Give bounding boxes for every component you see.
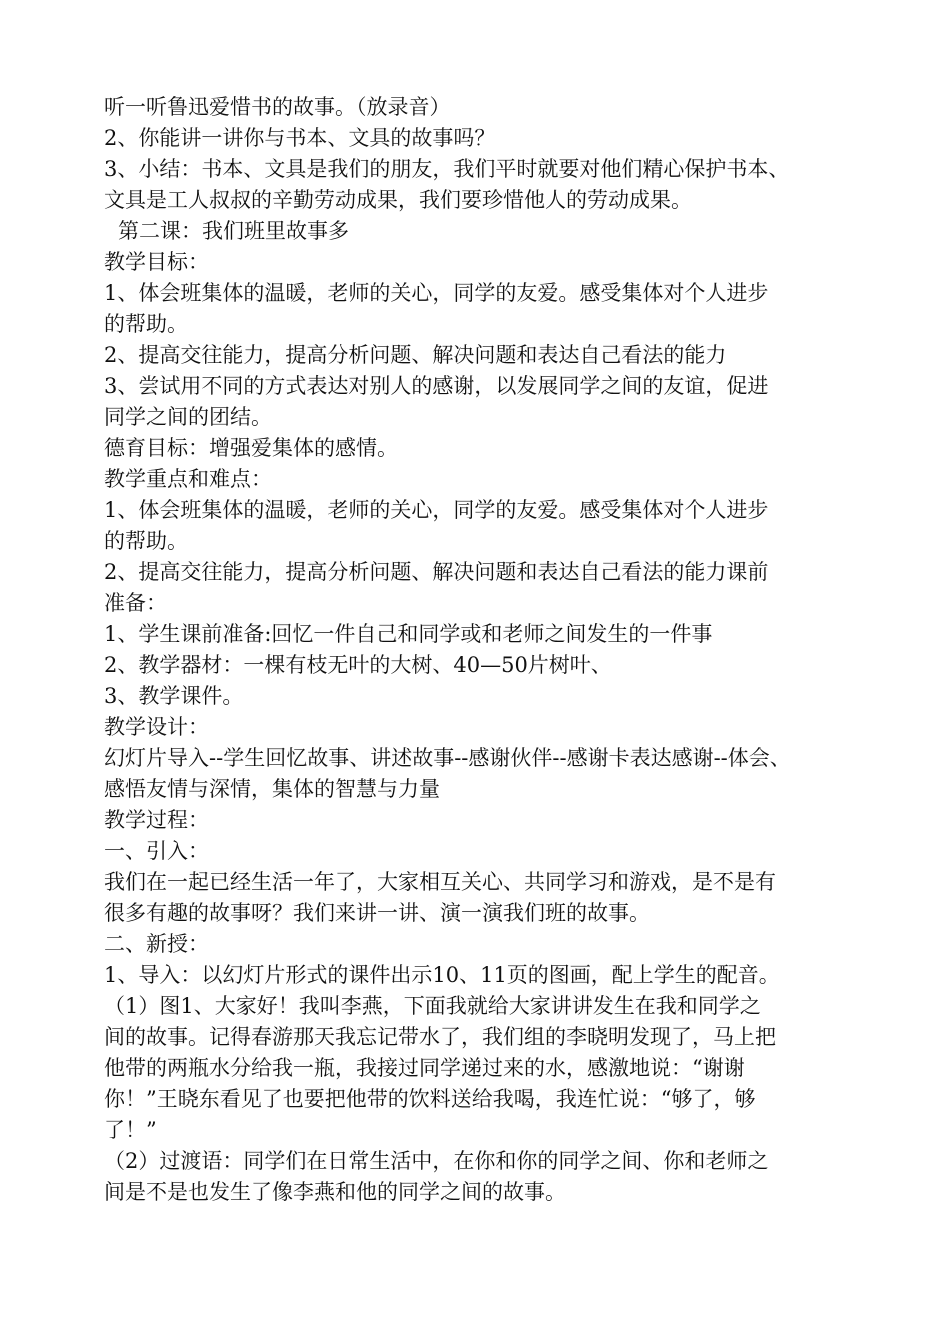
text-line: 感悟友情与深情，集体的智慧与力量	[104, 777, 440, 801]
text-line: 很多有趣的故事呀？我们来讲一讲、演一演我们班的故事。	[104, 901, 650, 925]
text-line: 同学之间的团结。	[104, 405, 272, 429]
section-heading: 一、引入：	[104, 839, 209, 863]
text-line: 他带的两瓶水分给我一瓶，我接过同学递过来的水，感激地说：“谢谢	[104, 1056, 745, 1080]
text-line: 的帮助。	[104, 529, 188, 553]
text-line: 3、尝试用不同的方式表达对别人的感谢，以发展同学之间的友谊，促进	[104, 374, 769, 398]
text-line: 准备：	[104, 591, 167, 615]
text-line: 2、提高交往能力，提高分析问题、解决问题和表达自己看法的能力课前	[104, 560, 769, 584]
text-line: 的帮助。	[104, 312, 188, 336]
text-line: 幻灯片导入--学生回忆故事、讲述故事--感谢伙伴--感谢卡表达感谢--体会、	[104, 746, 791, 770]
text-line: 了！”	[104, 1118, 157, 1142]
text-line: 听一听鲁迅爱惜书的故事。（放录音）	[104, 95, 451, 119]
text-line: 德育目标：增强爱集体的感情。	[104, 436, 398, 460]
section-heading: 教学设计：	[104, 715, 209, 739]
text-line: 2、你能讲一讲你与书本、文具的故事吗？	[104, 126, 496, 150]
text-line: 1、体会班集体的温暖，老师的关心，同学的友爱。感受集体对个人进步	[104, 498, 769, 522]
text-line: 3、小结：书本、文具是我们的朋友，我们平时就要对他们精心保护书本、	[104, 157, 790, 181]
section-heading: 二、新授：	[104, 932, 209, 956]
text-line: （1）图1、大家好！我叫李燕，下面我就给大家讲讲发生在我和同学之	[104, 994, 761, 1018]
text-line: 间的故事。记得春游那天我忘记带水了，我们组的李晓明发现了，马上把	[104, 1025, 776, 1049]
document-body	[104, 92, 864, 1208]
section-heading: 教学重点和难点：	[104, 467, 272, 491]
text-line: 我们在一起已经生活一年了，大家相互关心、共同学习和游戏，是不是有	[104, 870, 776, 894]
text-line: 你！”王晓东看见了也要把他带的饮料送给我喝，我连忙说：“够了，够	[104, 1087, 756, 1111]
text-line: 文具是工人叔叔的辛勤劳动成果，我们要珍惜他人的劳动成果。	[104, 188, 692, 212]
text-line: （2）过渡语：同学们在日常生活中，在你和你的同学之间、你和老师之	[104, 1149, 769, 1173]
text-line: 1、导入：以幻灯片形式的课件出示10、11页的图画，配上学生的配音。	[104, 963, 780, 987]
lesson-title: 第二课：我们班里故事多	[118, 219, 349, 243]
text-line: 2、教学器材：一棵有枝无叶的大树、40—50片树叶、	[104, 653, 612, 677]
section-heading: 教学过程：	[104, 808, 209, 832]
text-line: 1、学生课前准备:回忆一件自己和同学或和老师之间发生的一件事	[104, 622, 713, 646]
section-heading: 教学目标：	[104, 250, 209, 274]
text-line: 间是不是也发生了像李燕和他的同学之间的故事。	[104, 1180, 566, 1204]
text-line: 1、体会班集体的温暖，老师的关心，同学的友爱。感受集体对个人进步	[104, 281, 769, 305]
text-line: 2、提高交往能力，提高分析问题、解决问题和表达自己看法的能力	[104, 343, 727, 367]
text-line: 3、教学课件。	[104, 684, 244, 708]
